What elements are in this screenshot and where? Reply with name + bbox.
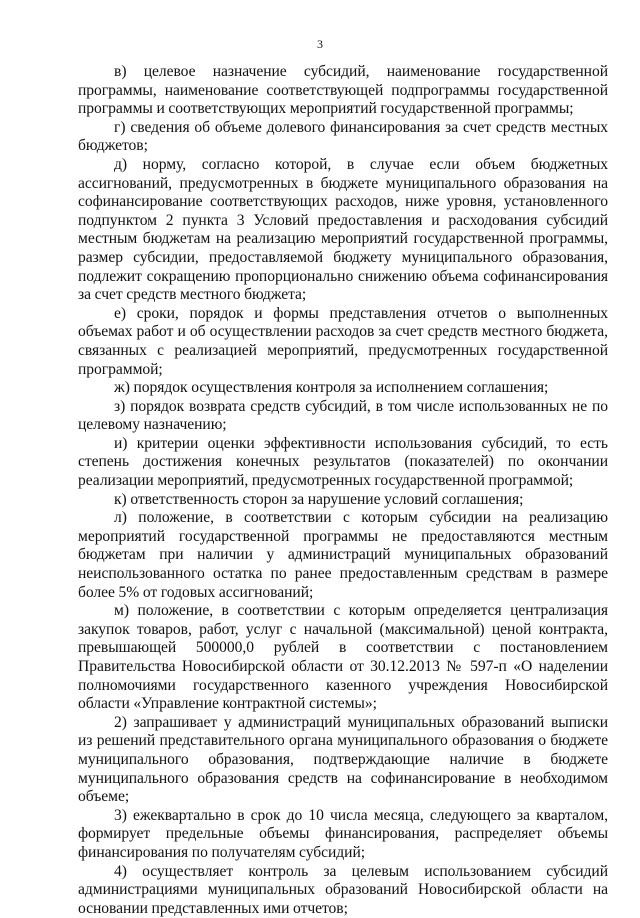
paragraph-zh: ж) порядок осуществления контроля за исполнением соглашения; (114, 379, 549, 397)
paragraph-3: 3) ежеквартально в срок до 10 числа месяца, следующего за кварталом, формирует предельные объемы финансирования, распределяет объемы финансирования по получателям субсидий; (78, 806, 608, 861)
paragraph-4: 4) осуществляет контроль за целевым использованием субсидий администрациями муниципальных образований Новосибирской области на основании представленных ими отчетов; (78, 862, 608, 917)
paragraph-m: м) положение, в соответствии с которым определяется централизация закупок товаров, работ, услуг с начальной (максимальной) ценой контракта, превышающей 500000,0 рублей в соответствии с постановлением Правительства Новосибирской области от 30.12.2013 № 597-п «О наделении полномочиями государственного казенного учреждения Новосибирской области «Управление контрактной системы»; (78, 602, 608, 713)
paragraph-z: з) порядок возврата средств субсидий, в том числе использованных не по целевому назначению; (78, 397, 608, 434)
paragraph-d: д) норму, согласно которой, в случае если объем бюджетных ассигнований, предусмотренных в бюджете муниципального образования на софинансирование соответствующих расходов, ниже уровня, установленного подпунктом 2 пункта 3 Условий предоставления и расходования субсидий местным бюджетам на реализацию мероприятий государственной программы, размер субсидии, предоставляемой бюджету муниципального образования, подлежит сокращению пропорционально снижению объема софинансирования за счет средств местного бюджета; (78, 155, 608, 304)
paragraph-i: и) критерии оценки эффективности использования субсидий, то есть степень достижения конечных результатов (показателей) по окончании реализации мероприятий, предусмотренных государственной программой; (78, 434, 608, 490)
page-number: 3 (317, 37, 323, 51)
paragraph-l: л) положение, в соответствии с которым субсидии на реализацию мероприятий государственной программы не предоставляются местным бюджетам при наличии у администраций муниципальных образований неиспользованного остатка по ранее предоставленным средствам в размере более 5% от годовых ассигнований; (78, 509, 608, 601)
document-body (78, 63, 608, 918)
paragraph-v: в) целевое назначение субсидий, наименование государственной программы, наименование соответствующей подпрограммы государственной программы и соответствующих мероприятий государственной программы; (78, 63, 608, 118)
paragraph-g: г) сведения об объеме долевого финансирования за счет средств местных бюджетов; (78, 118, 608, 155)
paragraph-k: к) ответственность сторон за нарушение условий соглашения; (114, 490, 524, 508)
paragraph-2: 2) запрашивает у администраций муниципальных образований выписки из решений представительного органа муниципального образования о бюджете муниципального образования, подтверждающие наличие в бюджете муниципального образования средств на софинансирование в необходимом объеме; (78, 713, 608, 806)
paragraph-e: е) сроки, порядок и формы представления отчетов о выполненных объемах работ и об осуществлении расходов за счет средств местного бюджета, связанных с реализацией мероприятий, предусмотренных государственной программой; (78, 304, 608, 378)
